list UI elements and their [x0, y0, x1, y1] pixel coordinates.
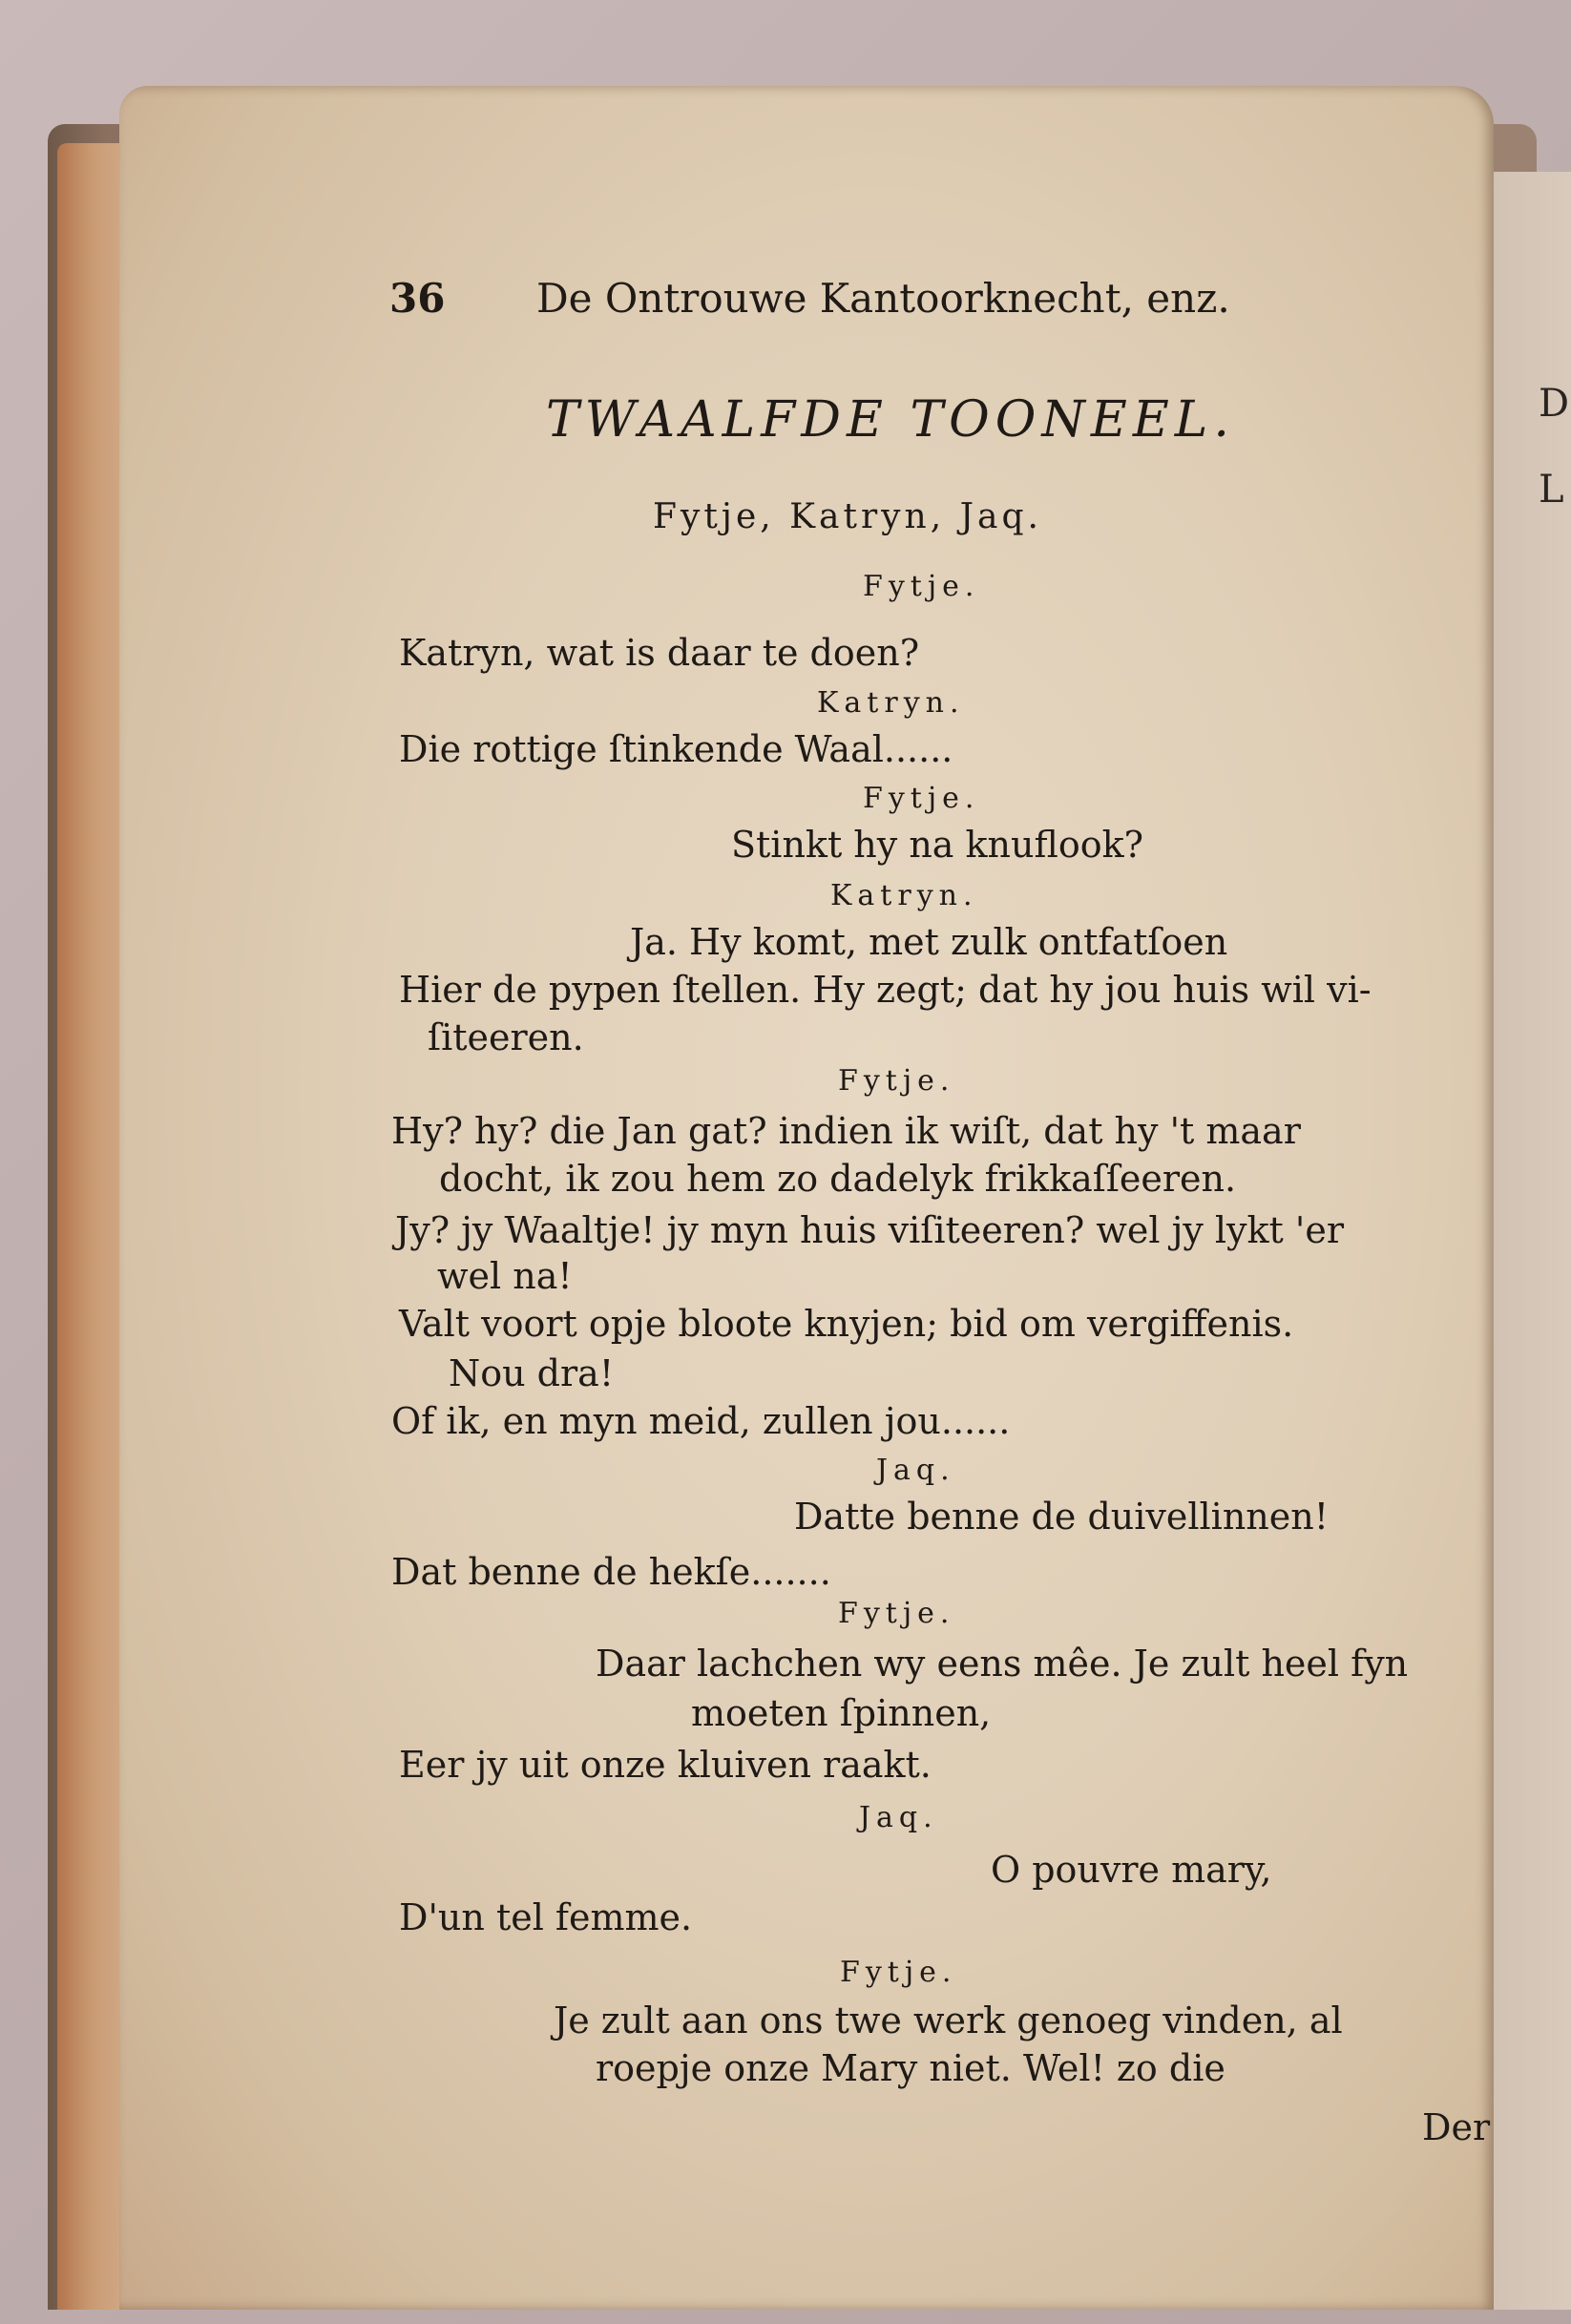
speaker-label: Fytje. [863, 570, 980, 603]
verse-line: O pouvre mary, [991, 1849, 1272, 1891]
verse-line: moeten ſpinnen, [691, 1692, 992, 1734]
speaker-label: Katryn. [817, 686, 965, 720]
speaker-label: Fytje. [838, 1064, 955, 1098]
speaker-label: Jaq. [876, 1454, 955, 1487]
speaker-label: Jaq. [859, 1801, 938, 1834]
verse-line: Jy? jy Waaltje! jy myn huis viſiteeren? wel jy lykt 'er [395, 1209, 1344, 1251]
verse-line: Valt voort opje bloote knyjen; bid om vergiffenis. [399, 1303, 1294, 1345]
verse-line: Nou dra! [449, 1352, 615, 1394]
verse-line: D'un tel femme. [399, 1896, 693, 1938]
verse-line: Hy? hy? die Jan gat? indien ik wiſt, dat hy 't maar [391, 1110, 1301, 1152]
verse-line: Je zult aan ons twe werk genoeg vinden, al [554, 1999, 1343, 2041]
verse-line: Of ik, en myn meid, zullen jou...... [391, 1400, 1011, 1442]
verse-line: Dat benne de hekſe....... [391, 1551, 831, 1593]
verse-line: Datte benne de duivellinnen! [794, 1496, 1329, 1538]
speaker-label: Fytje. [863, 782, 980, 815]
verse-line: Stinkt hy na knuflook? [731, 824, 1144, 866]
speaker-label: Fytje. [840, 1956, 957, 1989]
verse-line: Die rottige ſtinkende Waal...... [399, 728, 953, 770]
verse-line: wel na! [437, 1255, 573, 1297]
verse-line: docht, ik zou hem zo dadelyk frikkaſſeeren. [439, 1158, 1237, 1200]
speaker-label: Fytje. [838, 1597, 955, 1630]
verse-line: ſiteeren. [428, 1016, 584, 1058]
scene-title: TWAALFDE TOONEEL. [546, 391, 1235, 449]
verse-line: Daar lachchen wy eens mêe. Je zult heel fyn [596, 1643, 1409, 1685]
running-title: De Ontrouwe Kantoorknecht, enz. [536, 275, 1230, 322]
page-number: 36 [389, 275, 446, 322]
verse-line: Hier de pypen ſtellen. Hy zegt; dat hy jou huis wil vi- [399, 969, 1372, 1011]
verse-line: roepje onze Mary niet. Wel! zo die [596, 2047, 1225, 2089]
facing-page-letter: D [1539, 382, 1570, 426]
verse-line: Eer jy uit onze kluiven raakt. [399, 1744, 932, 1786]
verse-line: Katryn, wat is daar te doen? [399, 632, 920, 674]
facing-page-letter: L [1539, 468, 1564, 512]
speaker-label: Katryn. [830, 879, 978, 912]
catchword: Der [1422, 2106, 1491, 2148]
verse-line: Ja. Hy komt, met zulk ontfatſoen [630, 921, 1228, 963]
character-list: Fytje, Katryn, Jaq. [653, 497, 1042, 536]
